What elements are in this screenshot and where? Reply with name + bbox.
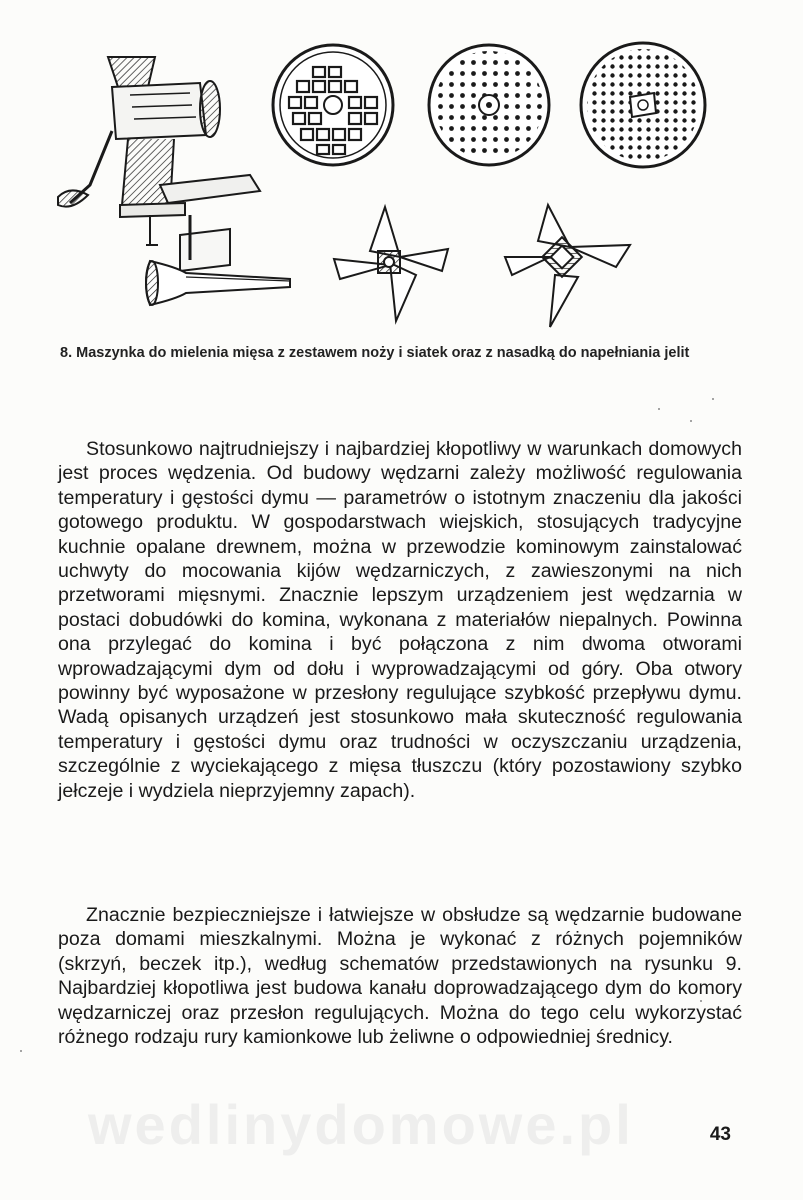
figure-illustration [50, 35, 770, 335]
grinder-knife-1 [334, 207, 448, 321]
figure-caption: 8. Maszynka do mielenia mięsa z zestawem noży i siatek oraz z nasadką do napełniania jelit [60, 345, 690, 361]
scan-speck [712, 398, 714, 400]
grinder-plate-large-holes [273, 45, 393, 165]
paragraph-text: Stosunkowo najtrudniejszy i najbardziej kłopotliwy w warunkach domowych jest proces wędzenia. Od budowy wędzarni zależy możliwość regulowania temperatury i gęstości dymu — parametrów o istotnym znaczeniu dla jakości gotowego produktu. W gospodarstwach wiejskich, stosujących tradycyjne kuchnie opalane drewnem, można w przewodzie kominowym zainstalować uchwyty do mocowania kijów wędzarniczych, z zawieszonymi na nich przetworami mięsnymi. Znacznie lepszym urządzeniem jest wędzarnia w postaci dobudówki do komina, wykonana z materiałów niepalnych. Powinna ona przylegać do komina i być połączona z nim dwoma otworami wprowadzającymi dym od dołu i wyprowadzającymi od góry. Oba otwory powinny być wyposażone w przesłony regulujące szybkość przepływu dymu. Wadą opisanych urządzeń jest stosunkowo mała skuteczność regulowania temperatury i gęstości dymu oraz trudności w oczyszczaniu urządzenia, szczególnie z wyciekającego z mięsa tłuszczu (który pozostawiony szybko jełczeje i wydziela nieprzyjemny zapach). [58, 438, 742, 802]
page-number: 43 [709, 1124, 731, 1145]
body-paragraph-1 [58, 437, 742, 803]
grinder-knife-2 [505, 205, 630, 327]
scan-speck [658, 408, 660, 410]
scan-speck [690, 420, 692, 422]
grinder-plate-medium-holes [429, 45, 549, 165]
scan-speck [700, 1000, 702, 1002]
stuffing-funnel-drawing [146, 261, 290, 305]
watermark: wedlinydomowe.pl [88, 1093, 634, 1156]
paragraph-text: Znacznie bezpieczniejsze i łatwiejsze w obsłudze są wędzarnie budowane poza domami mieszkalnymi. Można je wykonać z różnych pojemników (skrzyń, beczek itp.), według schematów przedstawionych na rysunku 9. Najbardziej kłopotliwa jest budowa kanału doprowadzającego dym do komory wędzarniczej oraz przesłon regulujących. Można do tego celu wykorzystać różnego rodzaju rury kamionkowe lub żeliwne o odpowiedniej średnicy. [58, 904, 742, 1049]
meat-grinder-drawing [58, 57, 260, 271]
scan-speck [20, 1050, 22, 1052]
grinder-plate-fine-holes [581, 43, 705, 167]
body-paragraph-2 [58, 903, 742, 1049]
